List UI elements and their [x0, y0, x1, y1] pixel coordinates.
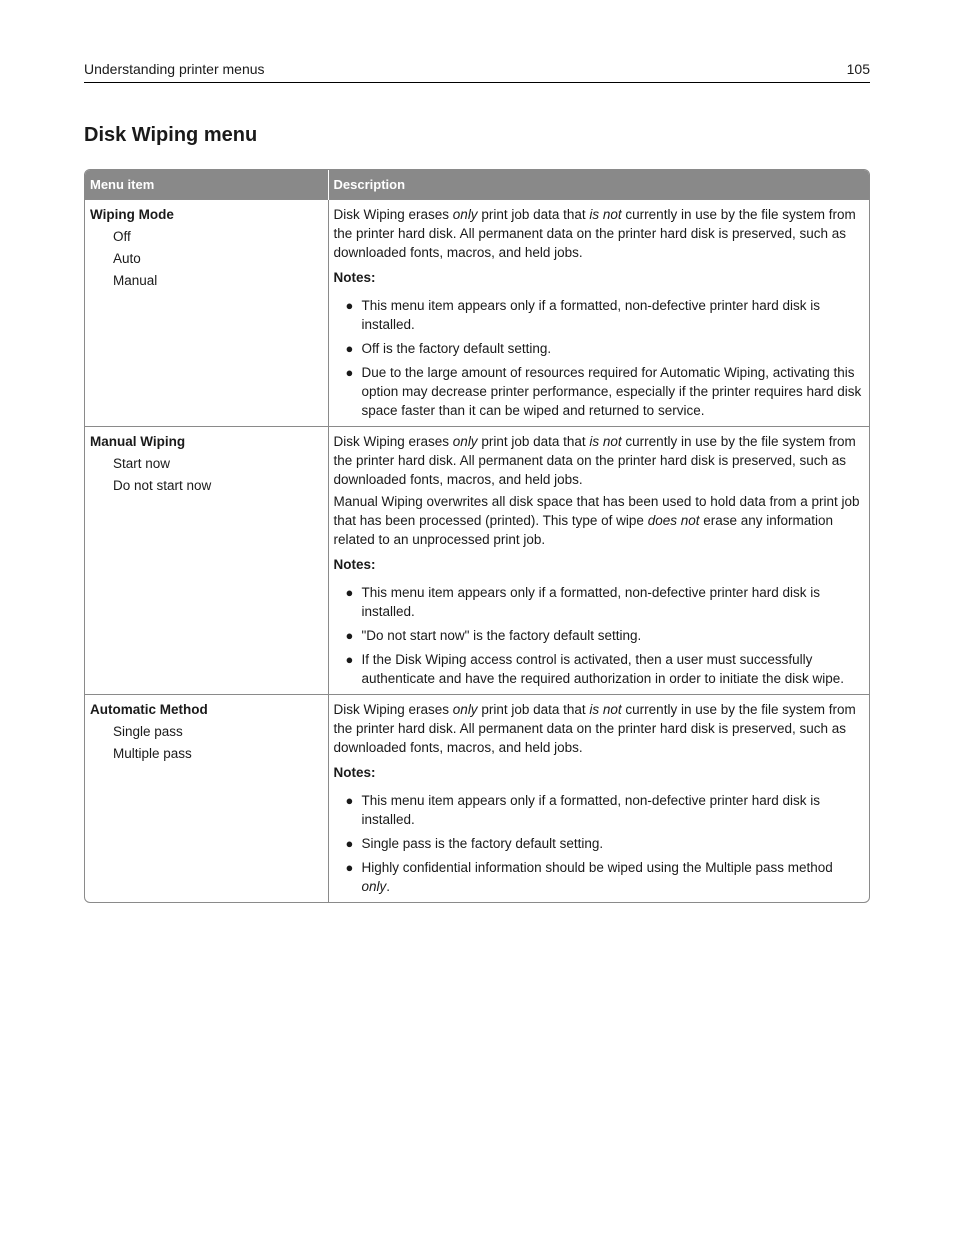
table-row	[85, 695, 869, 903]
notes-label: Notes:	[333, 557, 376, 572]
note-item	[334, 858, 866, 896]
text-run: Disk Wiping erases	[333, 207, 453, 222]
table-row	[85, 427, 869, 695]
header-page-number: 105	[846, 61, 870, 77]
text-run: Manual Wiping overwrites all disk space that has been used to hold data from a print job that has been processed (printed). This type of wipe	[333, 494, 860, 528]
emphasis-text: is not	[589, 434, 622, 449]
text-run: print job data that	[477, 434, 590, 449]
note-item	[334, 363, 866, 420]
bullet-icon: ●	[345, 793, 354, 808]
notes-label: Notes:	[333, 270, 376, 285]
menu-option: Start now	[113, 456, 171, 471]
description-cell	[328, 695, 869, 903]
menu-table	[84, 169, 870, 903]
text-run: currently in use by the file system from the printer hard disk. All permanent data on the printer hard disk is preserved, such as downloaded fonts, macros, and held jobs.	[333, 207, 856, 260]
text-run: currently in use by the file system from the printer hard disk. All permanent data on the printer hard disk is preserved, such as downloaded fonts, macros, and held jobs.	[333, 434, 856, 487]
text-run: Highly confidential information should be wiped using the Multiple pass method	[361, 860, 833, 875]
text-run: This menu item appears only if a formatted, non-defective printer hard disk is installed.	[361, 793, 820, 827]
note-item	[334, 296, 866, 334]
table-row	[85, 200, 869, 427]
text-run: This menu item appears only if a formatted, non-defective printer hard disk is installed.	[361, 298, 820, 332]
text-run: Disk Wiping erases	[333, 434, 453, 449]
text-run: Due to the large amount of resources required for Automatic Wiping, activating this option may decrease printer performance, especially if the printer requires hard disk space faster than it can be wiped and returned to service.	[361, 365, 862, 418]
bullet-icon: ●	[345, 298, 354, 313]
note-item	[334, 834, 866, 853]
bullet-icon: ●	[345, 628, 354, 643]
emphasis-text: only	[452, 434, 478, 449]
header-section-title: Understanding printer menus	[84, 61, 265, 77]
menu-option: Do not start now	[113, 478, 212, 493]
note-item	[334, 791, 866, 829]
menu-option: Auto	[113, 251, 141, 266]
menu-item-name: Manual Wiping	[90, 434, 186, 449]
emphasis-text: only	[361, 879, 387, 894]
notes-label: Notes:	[333, 765, 376, 780]
page-title: Disk Wiping menu	[84, 124, 258, 146]
menu-option: Multiple pass	[113, 746, 192, 761]
text-run: If the Disk Wiping access control is activated, then a user must successfully authenticate and have the required authorization in order to initiate the disk wipe.	[361, 652, 845, 686]
emphasis-text: does not	[647, 513, 700, 528]
bullet-icon: ●	[345, 836, 354, 851]
emphasis-text: only	[452, 702, 478, 717]
table-header-row	[85, 170, 869, 200]
menu-option: Single pass	[113, 724, 183, 739]
menu-item-cell	[85, 200, 328, 427]
page-header	[84, 60, 870, 83]
menu-option: Off	[113, 229, 131, 244]
note-item	[334, 583, 866, 621]
note-item	[334, 650, 866, 688]
emphasis-text: is not	[589, 702, 622, 717]
description-paragraph	[334, 432, 866, 489]
text-run: .	[386, 879, 391, 894]
text-run: print job data that	[477, 702, 590, 717]
table-body	[85, 200, 869, 903]
notes-list	[334, 583, 866, 688]
text-run: Single pass is the factory default setting.	[361, 836, 604, 851]
menu-item-name: Automatic Method	[90, 702, 208, 717]
column-header-description: Description	[328, 170, 869, 200]
description-cell	[328, 200, 869, 427]
description-paragraph	[334, 205, 866, 262]
description-paragraph	[334, 492, 866, 549]
bullet-icon: ●	[345, 860, 354, 875]
bullet-icon: ●	[345, 365, 354, 380]
notes-list	[334, 791, 866, 896]
text-run: This menu item appears only if a formatted, non-defective printer hard disk is installed.	[361, 585, 820, 619]
notes-list	[334, 296, 866, 420]
text-run: currently in use by the file system from the printer hard disk. All permanent data on the printer hard disk is preserved, such as downloaded fonts, macros, and held jobs.	[333, 702, 856, 755]
bullet-icon: ●	[345, 341, 354, 356]
description-paragraph	[334, 700, 866, 757]
menu-item-cell	[85, 427, 328, 695]
text-run: erase any information related to an unprocessed print job.	[333, 513, 834, 547]
menu-item-cell	[85, 695, 328, 903]
note-item	[334, 339, 866, 358]
note-item	[334, 626, 866, 645]
text-run: "Do not start now" is the factory default setting.	[361, 628, 642, 643]
menu-option: Manual	[113, 273, 158, 288]
description-cell	[328, 427, 869, 695]
bullet-icon: ●	[345, 585, 354, 600]
menu-item-name: Wiping Mode	[90, 207, 174, 222]
bullet-icon: ●	[345, 652, 354, 667]
emphasis-text: only	[452, 207, 478, 222]
text-run: Off is the factory default setting.	[361, 341, 552, 356]
text-run: print job data that	[477, 207, 590, 222]
text-run: Disk Wiping erases	[333, 702, 453, 717]
emphasis-text: is not	[589, 207, 622, 222]
column-header-menu-item: Menu item	[85, 170, 328, 200]
